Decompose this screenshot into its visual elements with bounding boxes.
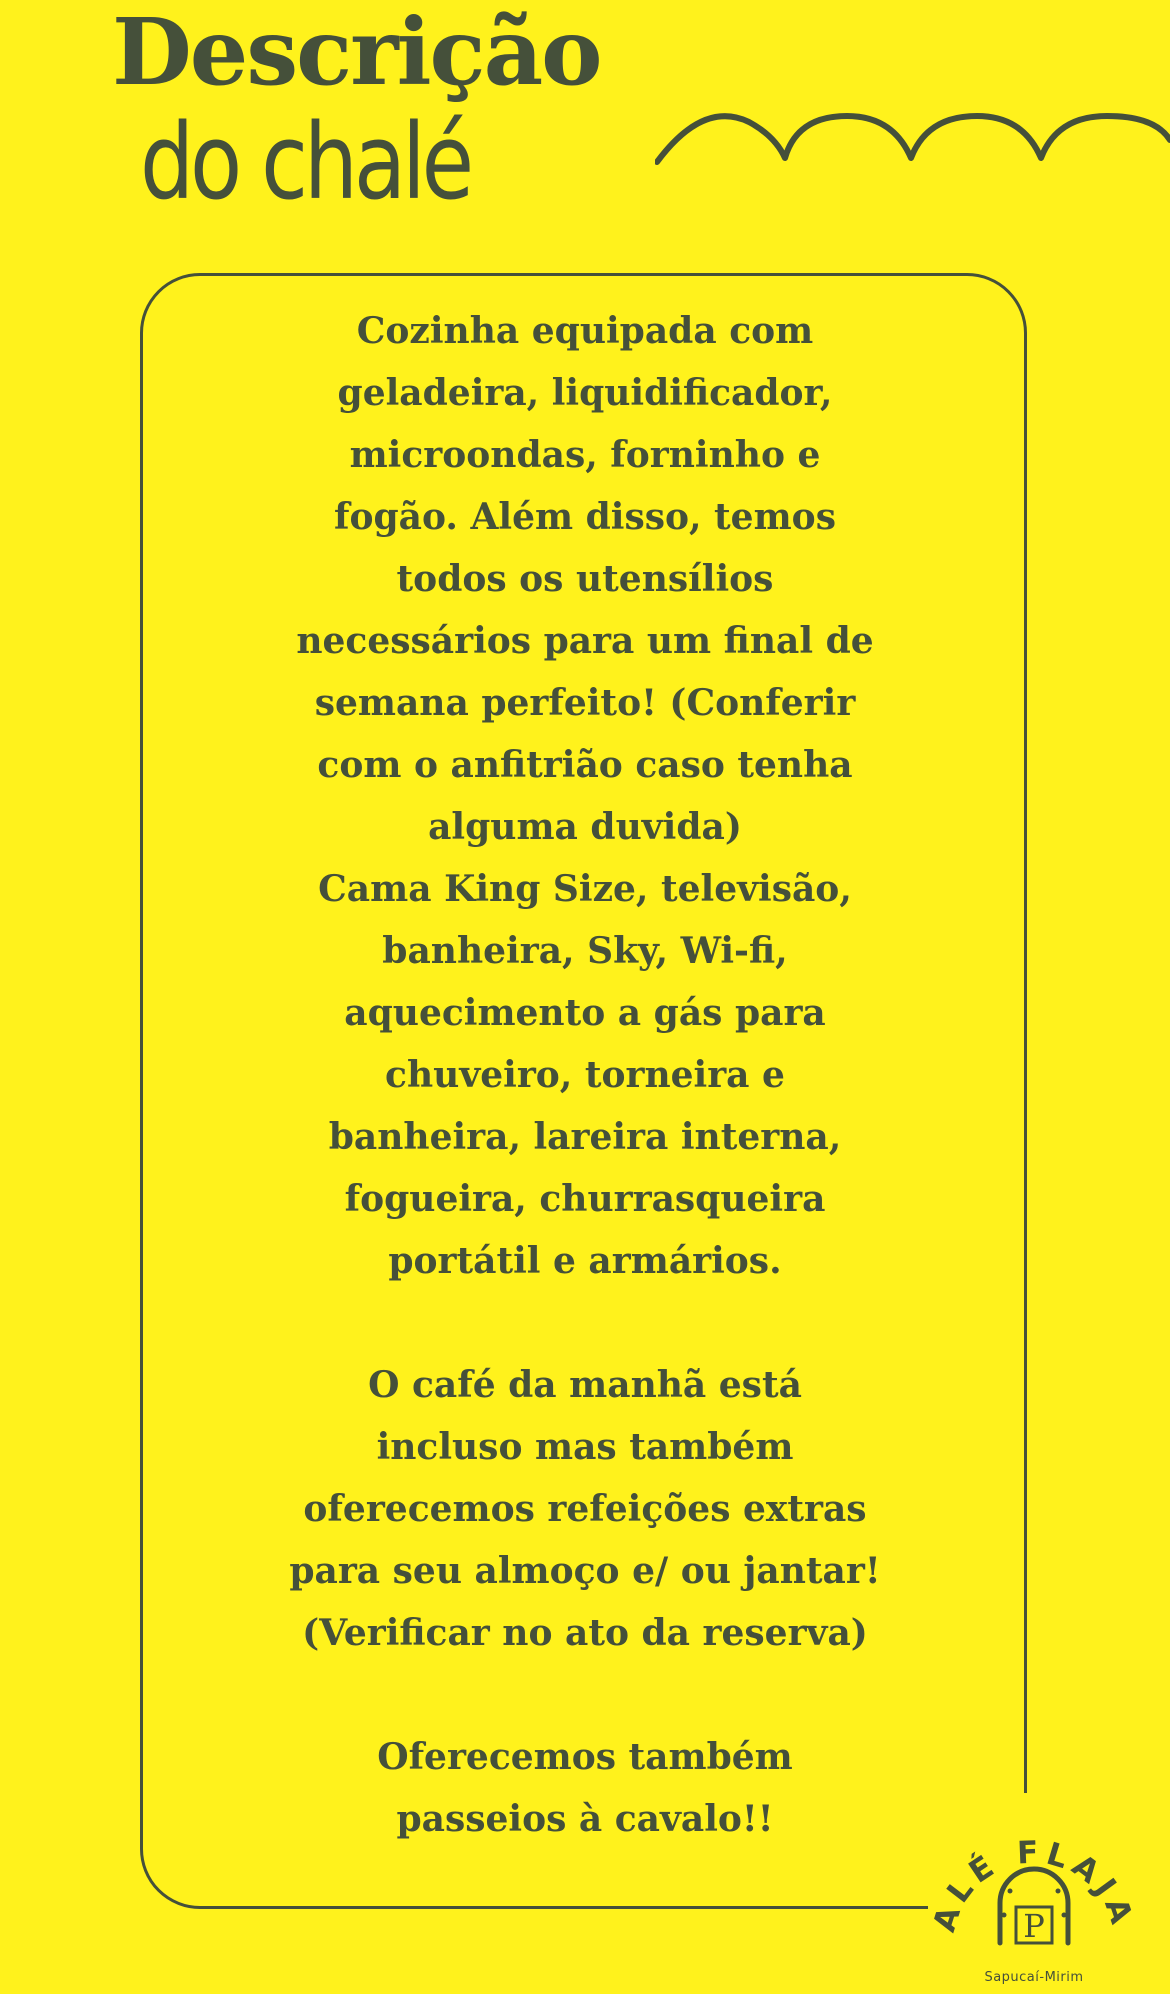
paragraph-gap	[160, 1292, 1010, 1354]
description-paragraph-breakfast: O café da manhã está incluso mas também oferecemos refeições extras para seu almoço e/ ou jantar! (Verificar no ato da reserva)	[289, 1364, 881, 1654]
description-paragraph-kitchen: Cozinha equipada com geladeira, liquidificador, microondas, forninho e fogão. Além disso, temos todos os utensílios necessários para um final de semana perfeito! (Conferir com o anfitrião caso tenha alguma duvida)	[296, 310, 874, 848]
description-paragraph-amenities: Cama King Size, televisão, banheira, Sky, Wi-fi, aquecimento a gás para chuveiro, torneira e banheira, lareira interna, fogueira, churrasqueira portátil e armários.	[318, 868, 852, 1282]
chale-flajahu-logo	[928, 1793, 1140, 1990]
description-paragraph-horse-rides: Oferecemos também passeios à cavalo!!	[377, 1736, 793, 1840]
logo-monogram: P	[1023, 1907, 1045, 1945]
description-text	[160, 300, 1010, 1850]
page-subtitle: do chalé	[140, 101, 470, 223]
logo-name: ALÉ FLAJA	[928, 1834, 1140, 1936]
paragraph-gap	[160, 1664, 1010, 1726]
horseshoe-logo-icon	[928, 1793, 1140, 1990]
logo-location: Sapucaí-Mirim	[984, 1970, 1084, 1985]
wave-decoration-icon	[655, 100, 1170, 170]
page-title: Descrição	[112, 0, 601, 106]
